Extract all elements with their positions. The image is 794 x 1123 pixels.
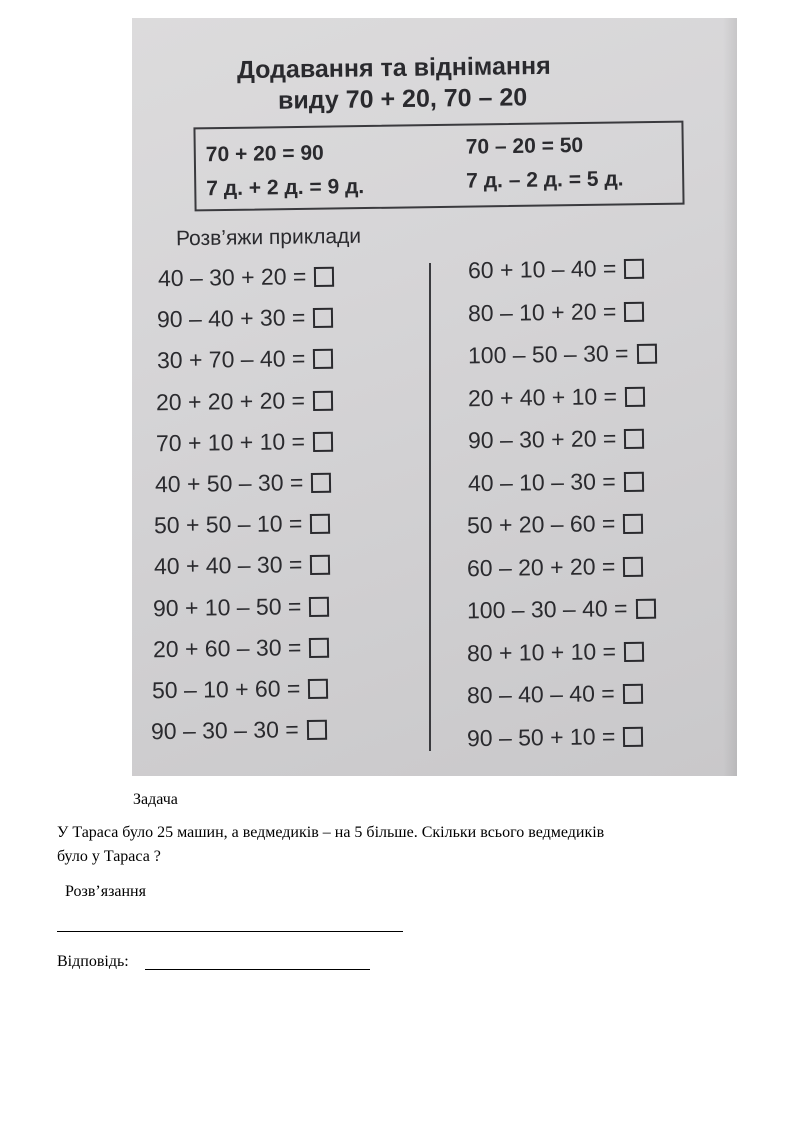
solution-blank-line[interactable] [57,931,403,932]
right-example-12 [467,722,644,751]
answer-box[interactable] [636,598,656,618]
right-example-text: 60 – 20 + 20 = [467,552,616,581]
right-example-10 [467,637,644,666]
answer-box[interactable] [624,641,644,661]
left-example-7 [154,510,331,539]
answer-box[interactable] [312,431,332,451]
answer-label: Відповідь: [57,953,129,970]
answer-box[interactable] [313,349,333,369]
page-fold-shadow [723,18,737,776]
answer-box[interactable] [309,596,329,616]
left-example-10 [152,634,329,663]
right-example-4 [468,382,645,411]
rule-addition: 70 + 20 = 90 [205,141,324,167]
answer-box[interactable] [625,386,645,406]
left-example-text: 50 – 10 + 60 = [151,675,301,704]
left-example-3 [157,345,334,374]
right-example-text: 60 + 10 – 40 = [467,255,617,284]
right-example-8 [467,552,644,581]
left-example-text: 90 + 10 – 50 = [153,592,302,621]
left-example-text: 40 + 50 – 30 = [154,469,304,498]
solution-label: Розв’язання [65,883,146,900]
left-example-text: 20 + 20 + 20 = [156,386,306,415]
answer-box[interactable] [624,428,644,448]
left-example-4 [156,386,333,415]
task-label: Задача [133,791,178,808]
left-example-text: 30 + 70 – 40 = [156,345,306,374]
right-example-text: 80 – 40 – 40 = [466,680,615,709]
left-example-text: 40 – 30 + 20 = [157,263,307,292]
right-example-text: 50 + 20 – 60 = [467,510,616,539]
column-divider [429,263,431,751]
left-example-12 [151,716,327,745]
rule-box [193,121,684,212]
answer-box[interactable] [624,556,644,576]
right-example-text: 80 + 10 + 10 = [466,637,617,666]
answer-box[interactable] [311,472,331,492]
answer-box[interactable] [624,258,644,278]
answer-box[interactable] [311,513,331,533]
answer-box[interactable] [310,555,330,575]
right-example-1 [468,255,645,284]
right-example-9 [467,595,656,625]
right-example-6 [467,467,643,496]
right-example-7 [467,510,644,539]
left-example-8 [154,551,331,580]
left-example-text: 20 + 60 – 30 = [152,633,302,663]
right-example-5 [467,425,644,454]
left-example-text: 50 + 50 – 10 = [154,510,303,539]
right-example-text: 90 – 50 + 10 = [466,722,616,751]
exercise-heading: Розв’яжи приклади [175,224,362,251]
answer-box[interactable] [623,683,643,703]
answer-box[interactable] [313,390,333,410]
answer-box[interactable] [624,513,644,533]
left-example-text: 90 – 30 – 30 = [151,716,300,745]
right-example-11 [467,680,643,709]
right-example-3 [468,340,657,370]
answer-blank-line[interactable] [145,969,370,970]
answer-box[interactable] [314,266,334,286]
left-example-9 [153,592,330,621]
worksheet-title-line2: виду 70 + 20, 70 – 20 [277,83,528,115]
right-example-text: 40 – 10 – 30 = [467,467,616,496]
right-example-text: 80 – 10 + 20 = [467,297,617,326]
left-example-text: 70 + 10 + 10 = [155,427,305,457]
left-example-6 [155,469,332,498]
worksheet-title-line1: Додавання та віднімання [236,51,551,85]
answer-box[interactable] [623,471,643,491]
task-text-line2: було у Тараса ? [57,848,161,865]
left-example-5 [155,428,332,457]
right-example-text: 20 + 40 + 10 = [467,382,617,411]
answer-box[interactable] [309,637,329,657]
left-example-text: 40 + 40 – 30 = [153,551,303,580]
right-example-2 [468,297,645,326]
answer-box[interactable] [624,301,644,321]
answer-box[interactable] [307,719,327,739]
rule-subtraction: 70 – 20 = 50 [465,133,584,159]
answer-box[interactable] [623,726,643,746]
worksheet-photo [132,18,737,776]
right-example-text: 100 – 30 – 40 = [467,595,628,624]
rule-tens-addition: 7 д. + 2 д. = 9 д. [206,175,365,201]
right-example-text: 100 – 50 – 30 = [467,340,629,369]
left-example-1 [158,263,335,292]
left-example-11 [152,675,329,704]
task-text-line1: У Тараса було 25 машин, а ведмедиків – на 5 більше. Скільки всього ведмедиків [57,824,605,841]
answer-box[interactable] [636,343,656,363]
answer-box[interactable] [308,678,328,698]
rule-tens-subtraction: 7 д. – 2 д. = 5 д. [466,167,624,193]
left-example-2 [157,304,334,333]
left-example-text: 90 – 40 + 30 = [157,304,306,333]
answer-box[interactable] [314,307,334,327]
right-example-text: 90 – 30 + 20 = [467,425,617,454]
